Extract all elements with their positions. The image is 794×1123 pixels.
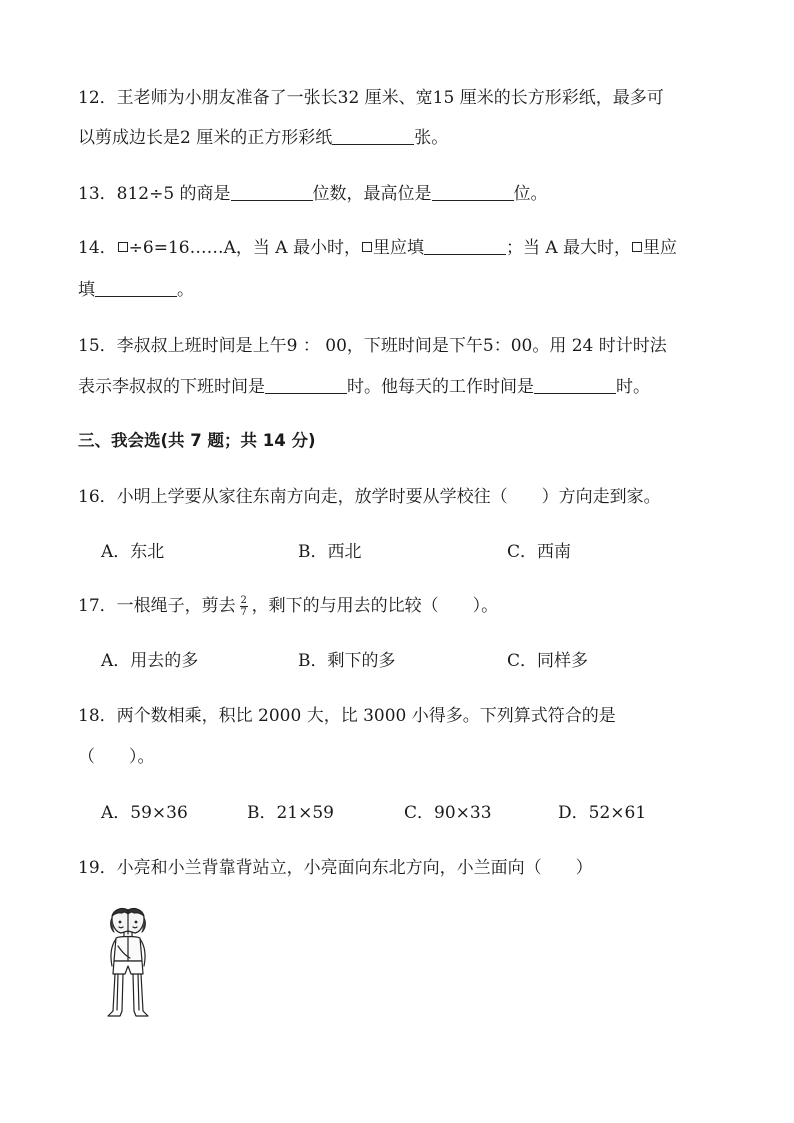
option-d[interactable]: D．52×61 [558, 803, 647, 823]
option-c[interactable]: C．90×33 [404, 803, 492, 823]
option-c[interactable]: C．西南 [507, 542, 572, 562]
question-15-line-1 [78, 334, 667, 358]
back-to-back-children-illustration [98, 906, 158, 1021]
question-14-text-3: 里应填 [372, 238, 424, 258]
question-15-text-3: 时。他每天的工作时间是 [347, 377, 534, 397]
answer-blank[interactable] [432, 182, 514, 201]
question-12-line-2 [78, 126, 448, 150]
question-14-text-4: ；当 A 最大时， [505, 238, 632, 258]
question-16: 16．小明上学要从家往东南方向走，放学时要从学校往（ ）方向走到家。 [78, 487, 661, 507]
box-icon [362, 242, 372, 252]
question-17-text: 17．一根绳子，剪去 [78, 596, 236, 616]
question-15-text-2: 表示李叔叔的下班时间是 [78, 377, 265, 397]
question-13-text-3: 位。 [513, 184, 548, 204]
box-icon [118, 242, 128, 252]
question-14-text-7: 。 [177, 280, 194, 300]
question-14-text-2: ÷6=16……A，当 A 最小时， [128, 238, 361, 258]
option-b[interactable]: B．西北 [298, 542, 362, 562]
question-19: 19．小亮和小兰背靠背站立，小亮面向东北方向，小兰面向（ ） [78, 858, 593, 878]
answer-blank[interactable] [534, 375, 616, 394]
answer-blank[interactable] [424, 236, 506, 255]
question-14-text: 14． [78, 238, 117, 258]
question-14-text-5: 里应 [643, 238, 678, 258]
option-b[interactable]: B．剩下的多 [298, 651, 396, 671]
answer-blank[interactable] [231, 182, 313, 201]
answer-blank[interactable] [265, 375, 347, 394]
option-a[interactable]: A．用去的多 [101, 651, 199, 671]
question-14-text-6: 填 [78, 280, 95, 300]
question-18: 18．两个数相乘，积比 2000 大，比 3000 小得多。下列算式符合的是 [78, 706, 616, 726]
question-12-text: 12．王老师为小朋友准备了一张长32 厘米、宽15 厘米的长方形彩纸，最多可 [78, 88, 664, 108]
question-12-text-3: 张。 [414, 128, 449, 148]
question-13-text: 13．812÷5 的商是 [78, 184, 231, 204]
box-icon [632, 242, 642, 252]
question-17 [78, 594, 498, 618]
option-b[interactable]: B．21×59 [247, 803, 335, 823]
question-13-text-2: 位数，最高位是 [312, 184, 432, 204]
question-18-paren: （ ）。 [78, 747, 155, 767]
fraction-denominator: 7 [240, 607, 247, 618]
question-15-line-2 [78, 375, 650, 399]
answer-blank[interactable] [95, 278, 177, 297]
question-15-text-4: 时。 [616, 377, 650, 397]
question-15-text: 15．李叔叔上班时间是上午9 ： 00，下班时间是下午5：00。用 24 时计时法 [78, 336, 667, 356]
option-a[interactable]: A．东北 [101, 542, 165, 562]
section-title: 三、我会选(共 7 题；共 14 分) [78, 431, 316, 450]
question-12-text-2: 以剪成边长是2 厘米的正方形彩纸 [78, 128, 333, 148]
option-a[interactable]: A．59×36 [101, 803, 188, 823]
fraction-numerator: 2 [240, 595, 247, 606]
option-c[interactable]: C．同样多 [507, 651, 589, 671]
question-17-text-2: ，剩下的与用去的比较（ ）。 [251, 596, 499, 616]
answer-blank[interactable] [332, 126, 414, 145]
question-12-line-1 [78, 86, 664, 110]
question-14-line-1 [78, 236, 677, 260]
question-13 [78, 182, 548, 206]
fraction [240, 595, 248, 618]
question-14-line-2 [78, 278, 194, 302]
